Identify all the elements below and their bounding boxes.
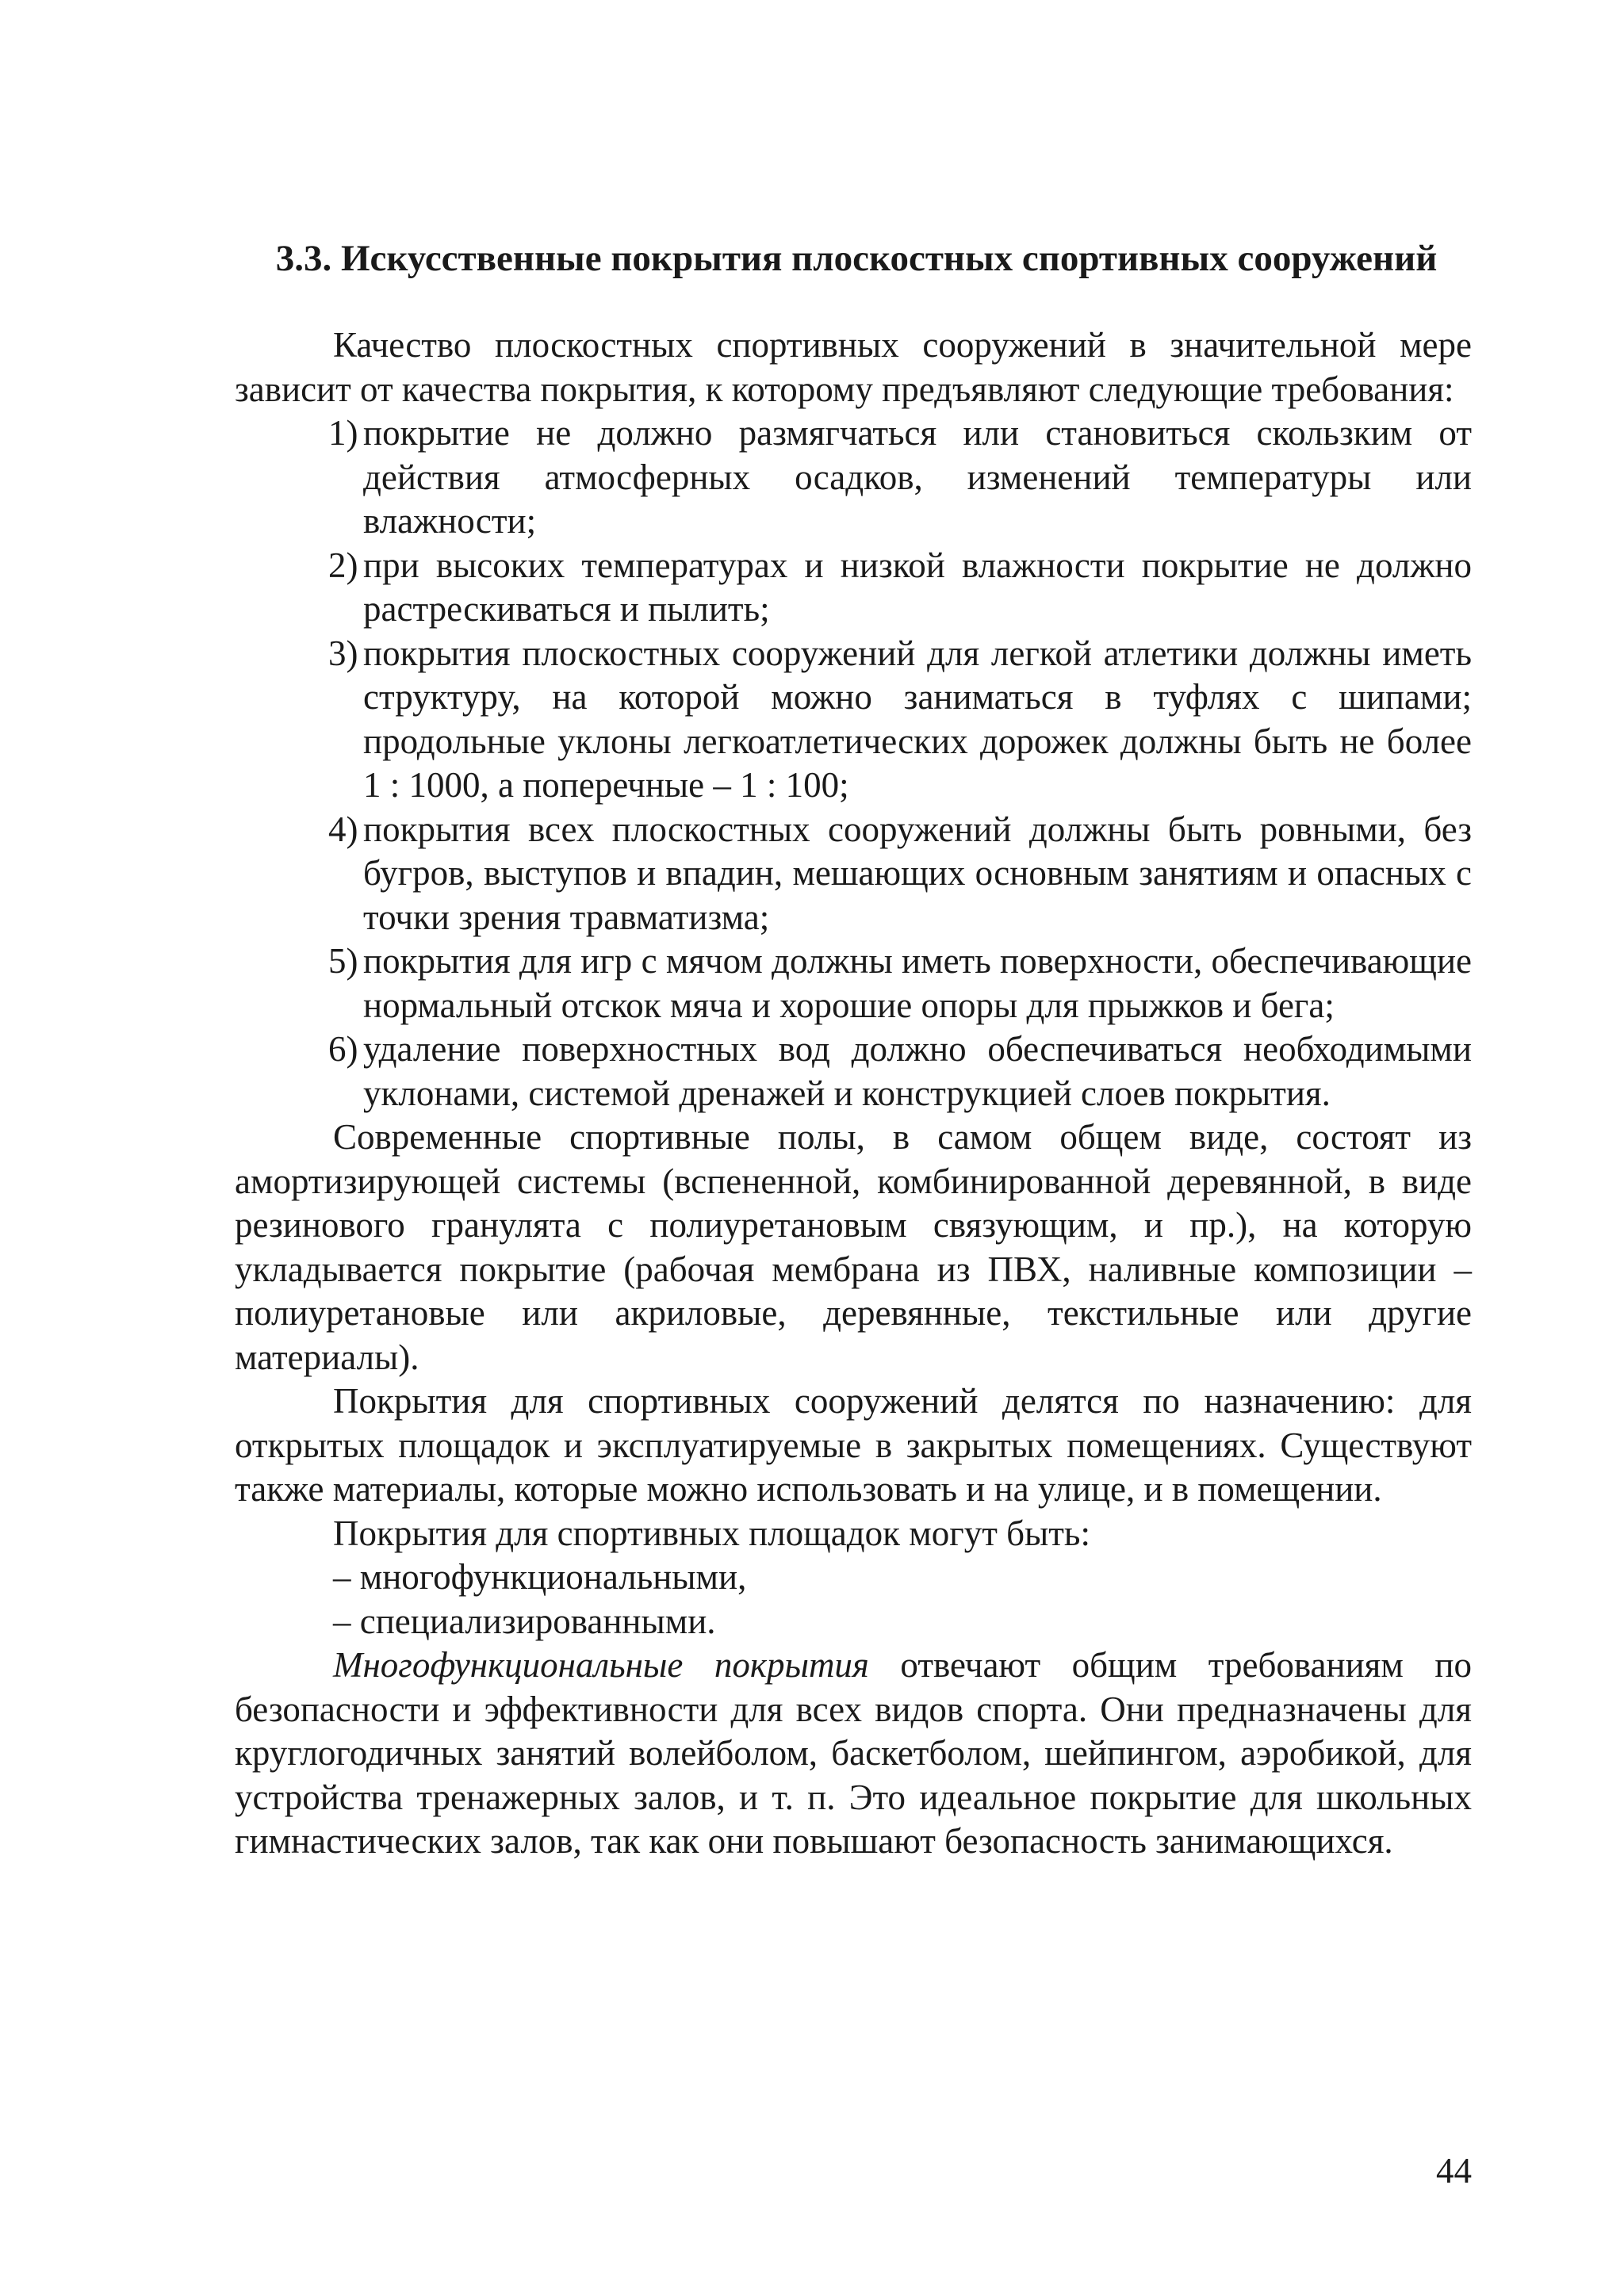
list-item-text: покрытия всех плоскостных сооружений должны быть ровными, без бугров, выступов и впадин, мешающих основным занятиям и опасных с точки зрения травматизма; [363,809,1472,937]
coating-types-list [235,1556,1472,1644]
requirements-list [235,411,1472,1115]
list-item-text: при высоких температурах и низкой влажности покрытие не должно растрескиваться и пылить; [363,545,1472,629]
page-number: 44 [1436,2151,1472,2191]
list-item [235,544,1472,632]
list-item: – специализированными. [333,1601,716,1641]
list-item-text: покрытие не должно размягчаться или становиться скользким от действия атмосферных осадков, изменений температуры или влажности; [363,413,1472,541]
list-item-number: 1) [328,413,358,453]
italic-term: Многофункциональные покрытия [333,1645,869,1685]
body-text [235,323,1472,1864]
list-item-number: 3) [328,633,358,673]
list-item-number: 2) [328,545,358,585]
list-item [235,632,1472,808]
list-item-number: 6) [328,1029,358,1069]
list-item-text: покрытия плоскостных сооружений для легкой атлетики должны иметь структуру, на которой можно заниматься в туфлях с шипами; продольные уклоны легкоатлетических дорожек должны быть не более 1 : 1000, а поперечные – 1 : 100; [363,633,1472,805]
list-item [235,1027,1472,1115]
floors-paragraph: Современные спортивные полы, в самом общем виде, состоят из амортизирующей системы (вспененной, комбинированной деревянной, в виде резинового гранулята с полиуретановым связующим, и пр.), на которую укладывается покрытие (рабочая мембрана из ПВХ, наливные композиции – полиуретановые или акриловые, деревянные, текстильные или другие материалы). [235,1117,1472,1377]
list-item-text: покрытия для игр с мячом должны иметь поверхности, обеспечивающие нормальный отскок мяча и хорошие опоры для прыжков и бега; [363,941,1472,1025]
intro-paragraph: Качество плоскостных спортивных сооружений в значительной мере зависит от качества покрытия, к которому предъявляют следующие требования: [235,325,1472,409]
list-item: – многофункциональными, [333,1557,747,1597]
list-item [235,808,1472,940]
list-item-number: 4) [328,809,358,849]
paragraph-text: отвечают общим требованиям по безопасности и эффективности для всех видов спорта. Они предназначены для круглогодичных занятий волейболом, баскетболом, шейпингом, аэробикой, для устройства тренажерных залов, и т. п. Это идеальное покрытие для школьных гимнастических залов, так как они повышают безопасность занимающихся. [235,1645,1472,1861]
list-item-text: удаление поверхностных вод должно обеспечиваться необходимыми уклонами, системой дренажей и конструкцией слоев покрытия. [363,1029,1472,1113]
multifunctional-paragraph [235,1644,1472,1864]
list-item-number: 5) [328,941,358,981]
purpose-paragraph: Покрытия для спортивных сооружений делятся по назначению: для открытых площадок и эксплуатируемые в закрытых помещениях. Существуют также материалы, которые можно использовать и на улице, и в помещении. [235,1381,1472,1509]
list-item [235,939,1472,1027]
types-intro-paragraph: Покрытия для спортивных площадок могут быть: [333,1513,1090,1553]
section-heading: 3.3. Искусственные покрытия плоскостных спортивных сооружений [275,238,1438,279]
list-item [235,411,1472,544]
